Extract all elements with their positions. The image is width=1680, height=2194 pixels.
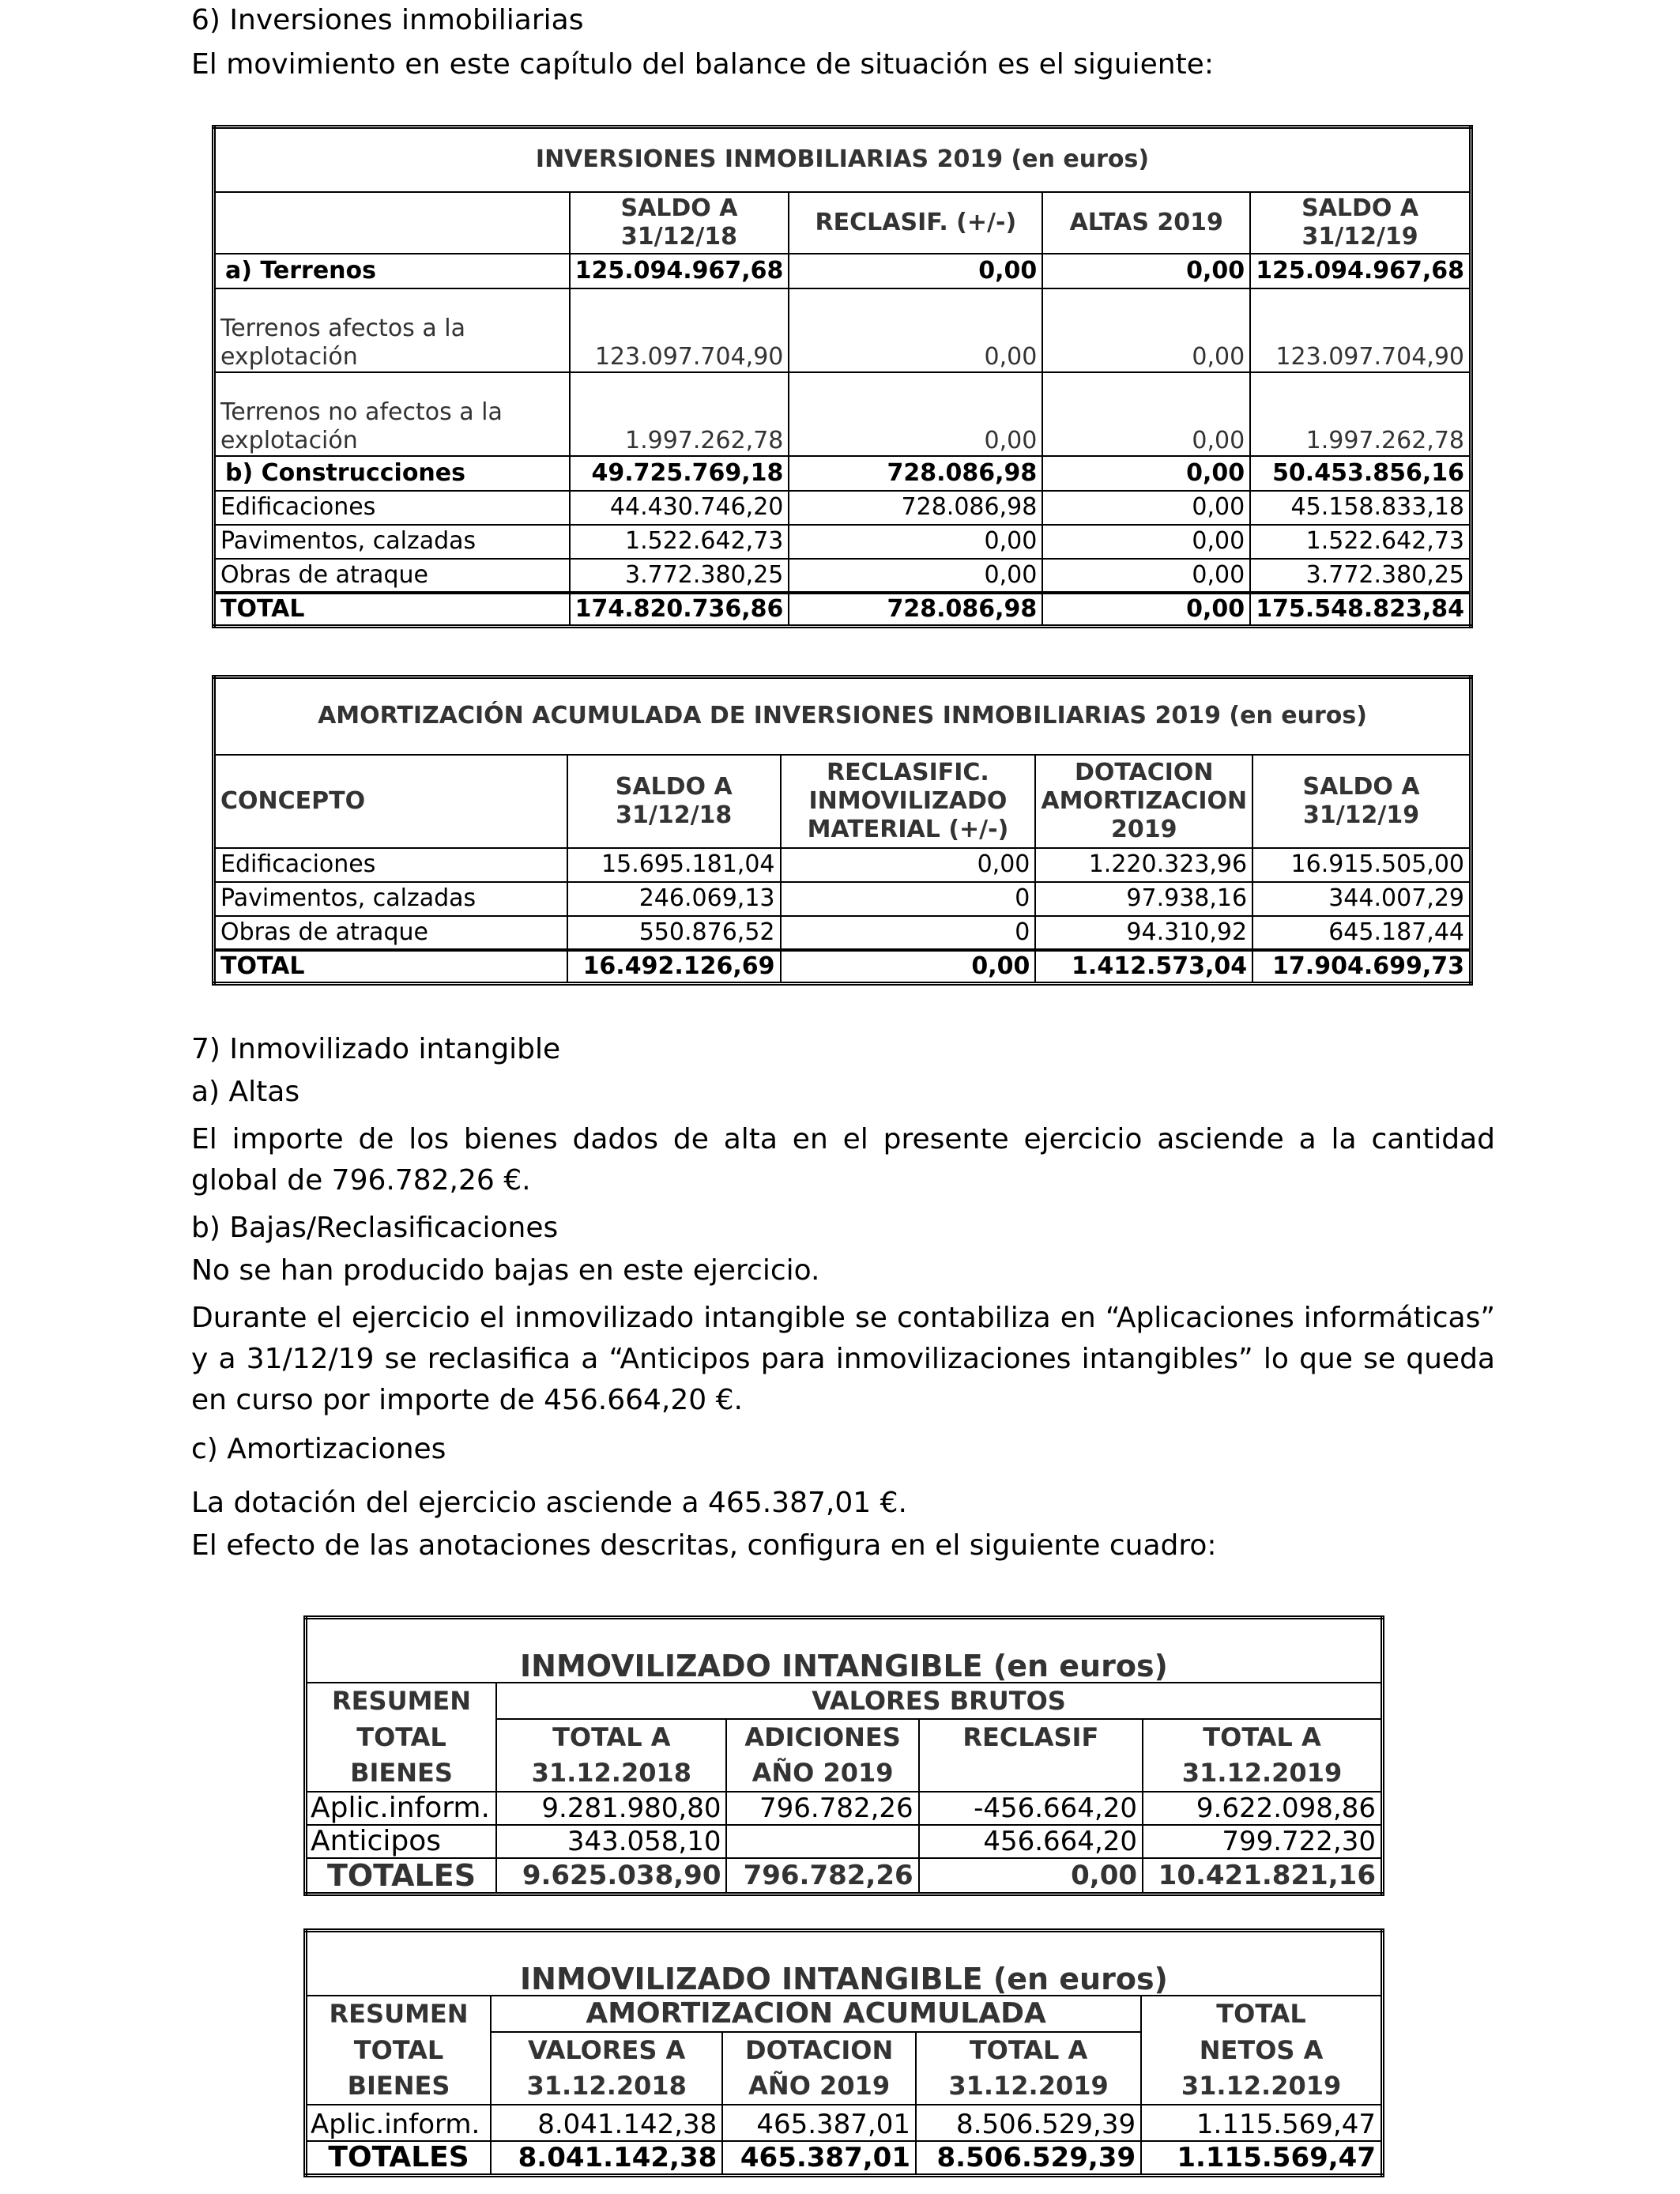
section-6-heading: 6) Inversiones inmobiliarias xyxy=(191,4,584,36)
col-header: 31.12.2019 xyxy=(1141,2068,1382,2105)
table-cell: 44.430.746,20 xyxy=(570,491,789,525)
col-header: AÑO 2019 xyxy=(726,1755,918,1792)
section-6-intro: El movimiento en este capítulo del balance de situación es el siguiente: xyxy=(191,48,1214,81)
section-7c-heading: c) Amortizaciones xyxy=(191,1433,446,1465)
table-cell: 0,00 xyxy=(789,559,1042,593)
table-cell: 0,00 xyxy=(1042,288,1250,372)
amortizacion-header-concepto: CONCEPTO xyxy=(214,755,567,848)
resumen-label: TOTAL xyxy=(306,1719,497,1755)
table-cell: 9.281.980,80 xyxy=(496,1792,726,1825)
col-header: AÑO 2019 xyxy=(722,2068,916,2105)
table-row-concept: Obras de atraque xyxy=(214,916,567,950)
inversiones-table xyxy=(212,125,1473,628)
table-row-total: TOTAL xyxy=(214,593,570,627)
table-cell: 125.094.967,68 xyxy=(570,254,789,288)
table-cell: 8.506.529,39 xyxy=(916,2141,1141,2176)
resumen-label: BIENES xyxy=(306,1755,497,1792)
table-row-concept: Anticipos xyxy=(306,1825,497,1858)
inversiones-header-saldo-18: SALDO A 31/12/18 xyxy=(570,192,789,254)
table-cell: 0 xyxy=(781,882,1036,916)
col-header xyxy=(919,1755,1143,1792)
col-header: TOTAL xyxy=(1141,1996,1382,2032)
col-header: VALORES A xyxy=(491,2032,722,2068)
table-row-concept: Edificaciones xyxy=(214,848,567,882)
table-cell: 465.387,01 xyxy=(722,2105,916,2141)
table-cell: 8.041.142,38 xyxy=(491,2141,722,2176)
table-cell: 1.997.262,78 xyxy=(570,372,789,456)
table-row-concept: Aplic.inform. xyxy=(306,2105,492,2141)
table-row-concept: a) Terrenos xyxy=(214,254,570,288)
section-7c-text-2: El efecto de las anotaciones descritas, configura en el siguiente cuadro: xyxy=(191,1529,1217,1562)
table-row-total: TOTAL xyxy=(214,950,567,984)
table-cell: 174.820.736,86 xyxy=(570,593,789,627)
table-cell: 123.097.704,90 xyxy=(1250,288,1471,372)
table-cell: 1.115.569,47 xyxy=(1141,2105,1382,2141)
table-cell: 0,00 xyxy=(781,950,1036,984)
table-cell: 10.421.821,16 xyxy=(1143,1858,1382,1894)
section-7a-heading: a) Altas xyxy=(191,1076,300,1108)
resumen-label: RESUMEN xyxy=(306,1683,497,1719)
table-cell: 0,00 xyxy=(1042,525,1250,559)
col-header: 31.12.2018 xyxy=(491,2068,722,2105)
table-cell: 465.387,01 xyxy=(722,2141,916,2176)
table-cell: 796.782,26 xyxy=(726,1792,918,1825)
inversiones-header-reclasif: RECLASIF. (+/-) xyxy=(789,192,1042,254)
intangible-amortizacion-title: INMOVILIZADO INTANGIBLE (en euros) xyxy=(306,1931,1383,1996)
table-cell: 0,00 xyxy=(789,372,1042,456)
intangible-brutos-table xyxy=(303,1615,1384,1896)
amortizacion-header-reclasific: RECLASIFIC. INMOVILIZADO MATERIAL (+/-) xyxy=(781,755,1036,848)
table-cell: 94.310,92 xyxy=(1035,916,1252,950)
table-cell: 0,00 xyxy=(1042,593,1250,627)
table-cell: 0,00 xyxy=(1042,491,1250,525)
table-row-concept: Terrenos no afectos a la explotación xyxy=(214,372,570,456)
table-cell: 799.722,30 xyxy=(1143,1825,1382,1858)
col-header: 31.12.2019 xyxy=(1143,1755,1382,1792)
amortizacion-table xyxy=(212,675,1473,986)
table-cell: 0,00 xyxy=(1042,456,1250,491)
amortizacion-table-title: AMORTIZACIÓN ACUMULADA DE INVERSIONES INMOBILIARIAS 2019 (en euros) xyxy=(214,677,1471,755)
table-cell: 0,00 xyxy=(781,848,1036,882)
col-header: DOTACION xyxy=(722,2032,916,2068)
table-cell: -456.664,20 xyxy=(919,1792,1143,1825)
col-header: NETOS A xyxy=(1141,2032,1382,2068)
section-7b-text-1: No se han producido bajas en este ejercicio. xyxy=(191,1254,820,1287)
inversiones-header-altas: ALTAS 2019 xyxy=(1042,192,1250,254)
table-row-total: TOTALES xyxy=(306,2141,492,2176)
table-cell: 0,00 xyxy=(1042,372,1250,456)
table-cell: 0 xyxy=(781,916,1036,950)
table-cell: 344.007,29 xyxy=(1252,882,1471,916)
table-row-concept: Aplic.inform. xyxy=(306,1792,497,1825)
table-cell: 0,00 xyxy=(789,525,1042,559)
table-cell: 97.938,16 xyxy=(1035,882,1252,916)
col-header: TOTAL A xyxy=(496,1719,726,1755)
table-row-concept: Obras de atraque xyxy=(214,559,570,593)
table-cell: 175.548.823,84 xyxy=(1250,593,1471,627)
table-row-concept: b) Construcciones xyxy=(214,456,570,491)
col-header: ADICIONES xyxy=(726,1719,918,1755)
table-cell: 0,00 xyxy=(789,254,1042,288)
table-cell: 0,00 xyxy=(1042,254,1250,288)
amortizacion-acumulada-group: AMORTIZACION ACUMULADA xyxy=(491,1996,1141,2032)
section-7b-heading: b) Bajas/Reclasificaciones xyxy=(191,1212,559,1244)
section-7-heading: 7) Inmovilizado intangible xyxy=(191,1033,561,1065)
table-row-concept: Edificaciones xyxy=(214,491,570,525)
table-row-concept: Pavimentos, calzadas xyxy=(214,882,567,916)
table-cell: 0,00 xyxy=(789,288,1042,372)
inversiones-table-title: INVERSIONES INMOBILIARIAS 2019 (en euros) xyxy=(214,127,1471,192)
table-cell: 3.772.380,25 xyxy=(1250,559,1471,593)
amortizacion-header-dotacion: DOTACION AMORTIZACION 2019 xyxy=(1035,755,1252,848)
table-cell: 49.725.769,18 xyxy=(570,456,789,491)
table-cell: 16.915.505,00 xyxy=(1252,848,1471,882)
intangible-amortizacion-table xyxy=(303,1928,1384,2177)
table-cell: 1.115.569,47 xyxy=(1141,2141,1382,2176)
table-cell: 1.997.262,78 xyxy=(1250,372,1471,456)
table-cell: 17.904.699,73 xyxy=(1252,950,1471,984)
amortizacion-header-saldo-19: SALDO A 31/12/19 xyxy=(1252,755,1471,848)
amortizacion-header-saldo-18: SALDO A 31/12/18 xyxy=(567,755,781,848)
intangible-brutos-title: INMOVILIZADO INTANGIBLE (en euros) xyxy=(306,1618,1383,1683)
table-cell: 9.622.098,86 xyxy=(1143,1792,1382,1825)
table-cell: 1.522.642,73 xyxy=(1250,525,1471,559)
col-header: TOTAL A xyxy=(916,2032,1141,2068)
section-7a-text: El importe de los bienes dados de alta en el presente ejercicio asciende a la cantidad global de 796.782,26 €. xyxy=(191,1123,1495,1197)
resumen-label: BIENES xyxy=(306,2068,492,2105)
section-7c-text-1: La dotación del ejercicio asciende a 465.387,01 €. xyxy=(191,1487,907,1519)
table-cell: 728.086,98 xyxy=(789,491,1042,525)
table-cell: 8.506.529,39 xyxy=(916,2105,1141,2141)
inversiones-header-saldo-19: SALDO A 31/12/19 xyxy=(1250,192,1471,254)
table-cell: 123.097.704,90 xyxy=(570,288,789,372)
table-cell: 9.625.038,90 xyxy=(496,1858,726,1894)
inversiones-header-concept xyxy=(214,192,570,254)
table-cell: 728.086,98 xyxy=(789,456,1042,491)
section-7b-text-2: Durante el ejercicio el inmovilizado intangible se contabiliza en “Aplicaciones informáticas” y a 31/12/19 se reclasifica a “Anticipos para inmovilizaciones intangibles” lo que se queda en curso por importe de 456.664,20 €. xyxy=(191,1302,1495,1416)
table-cell: 0,00 xyxy=(919,1858,1143,1894)
table-cell: 1.412.573,04 xyxy=(1035,950,1252,984)
resumen-label: RESUMEN xyxy=(306,1996,492,2032)
valores-brutos-group: VALORES BRUTOS xyxy=(496,1683,1382,1719)
table-cell: 1.220.323,96 xyxy=(1035,848,1252,882)
table-cell: 550.876,52 xyxy=(567,916,781,950)
table-cell: 45.158.833,18 xyxy=(1250,491,1471,525)
table-cell: 125.094.967,68 xyxy=(1250,254,1471,288)
resumen-label: TOTAL xyxy=(306,2032,492,2068)
table-cell: 16.492.126,69 xyxy=(567,950,781,984)
col-header: 31.12.2018 xyxy=(496,1755,726,1792)
table-row-concept: Pavimentos, calzadas xyxy=(214,525,570,559)
table-cell: 728.086,98 xyxy=(789,593,1042,627)
table-cell: 0,00 xyxy=(1042,559,1250,593)
table-cell: 3.772.380,25 xyxy=(570,559,789,593)
col-header: RECLASIF xyxy=(919,1719,1143,1755)
table-cell xyxy=(726,1825,918,1858)
table-cell: 645.187,44 xyxy=(1252,916,1471,950)
col-header: TOTAL A xyxy=(1143,1719,1382,1755)
col-header: 31.12.2019 xyxy=(916,2068,1141,2105)
table-cell: 246.069,13 xyxy=(567,882,781,916)
table-cell: 8.041.142,38 xyxy=(491,2105,722,2141)
table-row-concept: Terrenos afectos a la explotación xyxy=(214,288,570,372)
table-cell: 15.695.181,04 xyxy=(567,848,781,882)
table-cell: 796.782,26 xyxy=(726,1858,918,1894)
table-cell: 343.058,10 xyxy=(496,1825,726,1858)
table-cell: 1.522.642,73 xyxy=(570,525,789,559)
table-row-total: TOTALES xyxy=(306,1858,497,1894)
table-cell: 456.664,20 xyxy=(919,1825,1143,1858)
table-cell: 50.453.856,16 xyxy=(1250,456,1471,491)
